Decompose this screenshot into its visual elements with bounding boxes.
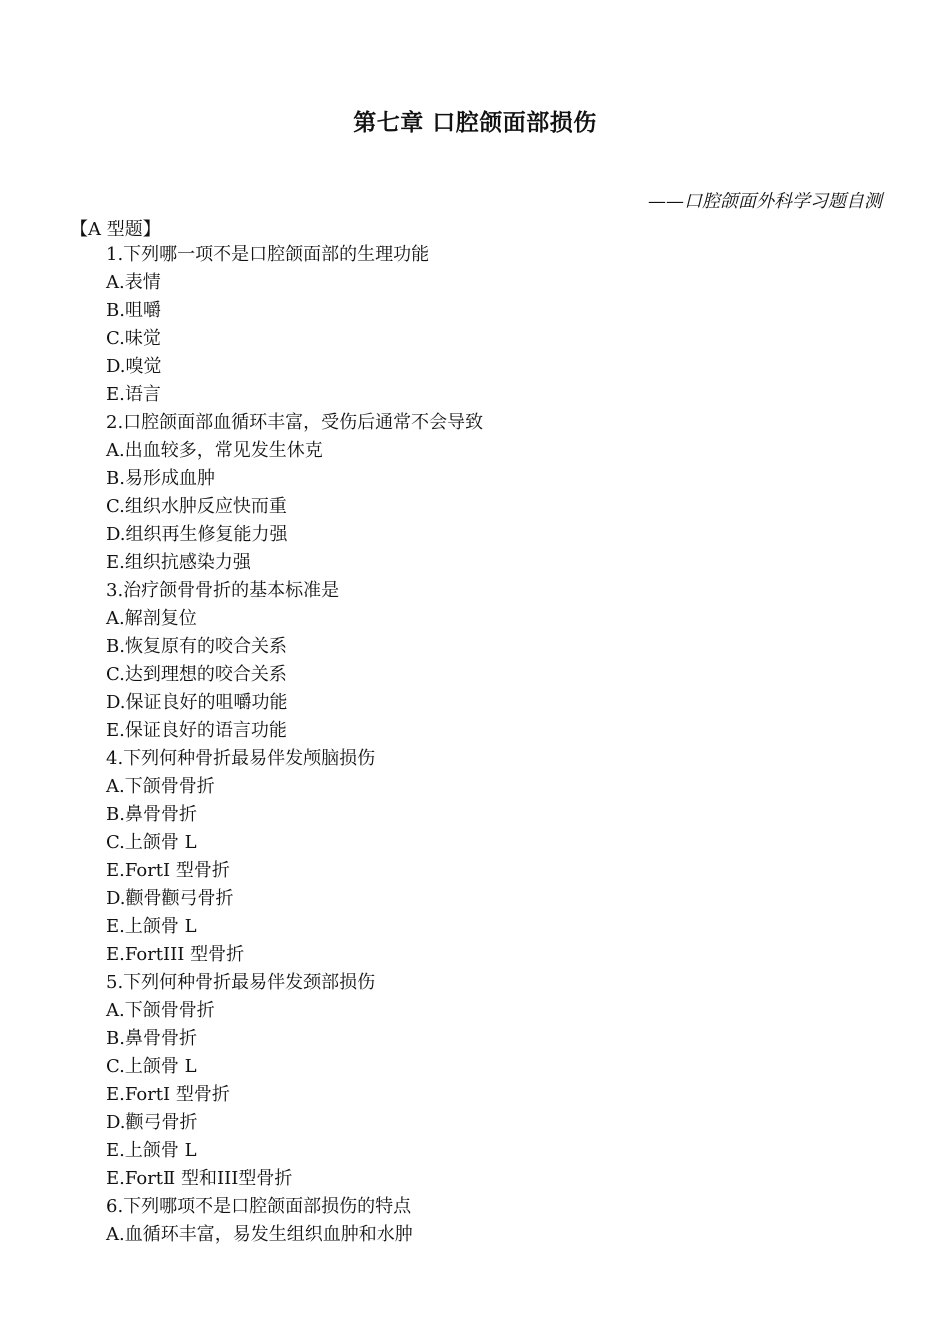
answer-option: C.组织水肿反应快而重 xyxy=(106,496,287,517)
page-subtitle: ——口腔颌面外科学习题自测 xyxy=(648,191,882,212)
question-text: 1.下列哪一项不是口腔颌面部的生理功能 xyxy=(106,244,430,265)
question-text: 5.下列何种骨折最易伴发颈部损伤 xyxy=(106,972,376,993)
answer-option: E.FortIII 型骨折 xyxy=(106,944,245,965)
answer-option: E.保证良好的语言功能 xyxy=(106,720,287,741)
answer-option: B.咀嚼 xyxy=(106,300,161,321)
answer-option: C.达到理想的咬合关系 xyxy=(106,664,287,685)
answer-option: D.保证良好的咀嚼功能 xyxy=(106,692,288,713)
answer-option: E.FortI 型骨折 xyxy=(106,1084,230,1105)
answer-option: C.上颌骨 L xyxy=(106,1056,197,1077)
answer-option: C.上颌骨 L xyxy=(106,832,197,853)
question-list xyxy=(106,241,890,1249)
answer-option: D.颧骨颧弓骨折 xyxy=(106,888,234,909)
answer-option: A.血循环丰富，易发生组织血肿和水肿 xyxy=(106,1224,413,1245)
question-text: 6.下列哪项不是口腔颌面部损伤的特点 xyxy=(106,1196,412,1217)
answer-option: D.嗅觉 xyxy=(106,356,162,377)
answer-option: C.味觉 xyxy=(106,328,161,349)
answer-option: E.组织抗感染力强 xyxy=(106,552,251,573)
answer-option: A.解剖复位 xyxy=(106,608,197,629)
answer-option: E.FortⅡ 型和III型骨折 xyxy=(106,1168,293,1189)
page-title: 第七章 口腔颌面部损伤 xyxy=(353,109,597,136)
answer-option: E.上颌骨 L xyxy=(106,1140,197,1161)
answer-option: D.组织再生修复能力强 xyxy=(106,524,288,545)
question-text: 2.口腔颌面部血循环丰富，受伤后通常不会导致 xyxy=(106,412,484,433)
answer-option: E.上颌骨 L xyxy=(106,916,197,937)
answer-option: A.下颌骨骨折 xyxy=(106,1000,215,1021)
section-heading: 【A 型题】 xyxy=(70,219,161,240)
answer-option: E.FortI 型骨折 xyxy=(106,860,230,881)
question-text: 3.治疗颌骨骨折的基本标准是 xyxy=(106,580,340,601)
answer-option: A.下颌骨骨折 xyxy=(106,776,215,797)
answer-option: A.表情 xyxy=(106,272,161,293)
question-text: 4.下列何种骨折最易伴发颅脑损伤 xyxy=(106,748,376,769)
answer-option: B.鼻骨骨折 xyxy=(106,804,197,825)
answer-option: A.出血较多，常见发生休克 xyxy=(106,440,323,461)
answer-option: B.易形成血肿 xyxy=(106,468,215,489)
answer-option: B.鼻骨骨折 xyxy=(106,1028,197,1049)
answer-option: D.颧弓骨折 xyxy=(106,1112,198,1133)
answer-option: B.恢复原有的咬合关系 xyxy=(106,636,287,657)
answer-option: E.语言 xyxy=(106,384,161,405)
